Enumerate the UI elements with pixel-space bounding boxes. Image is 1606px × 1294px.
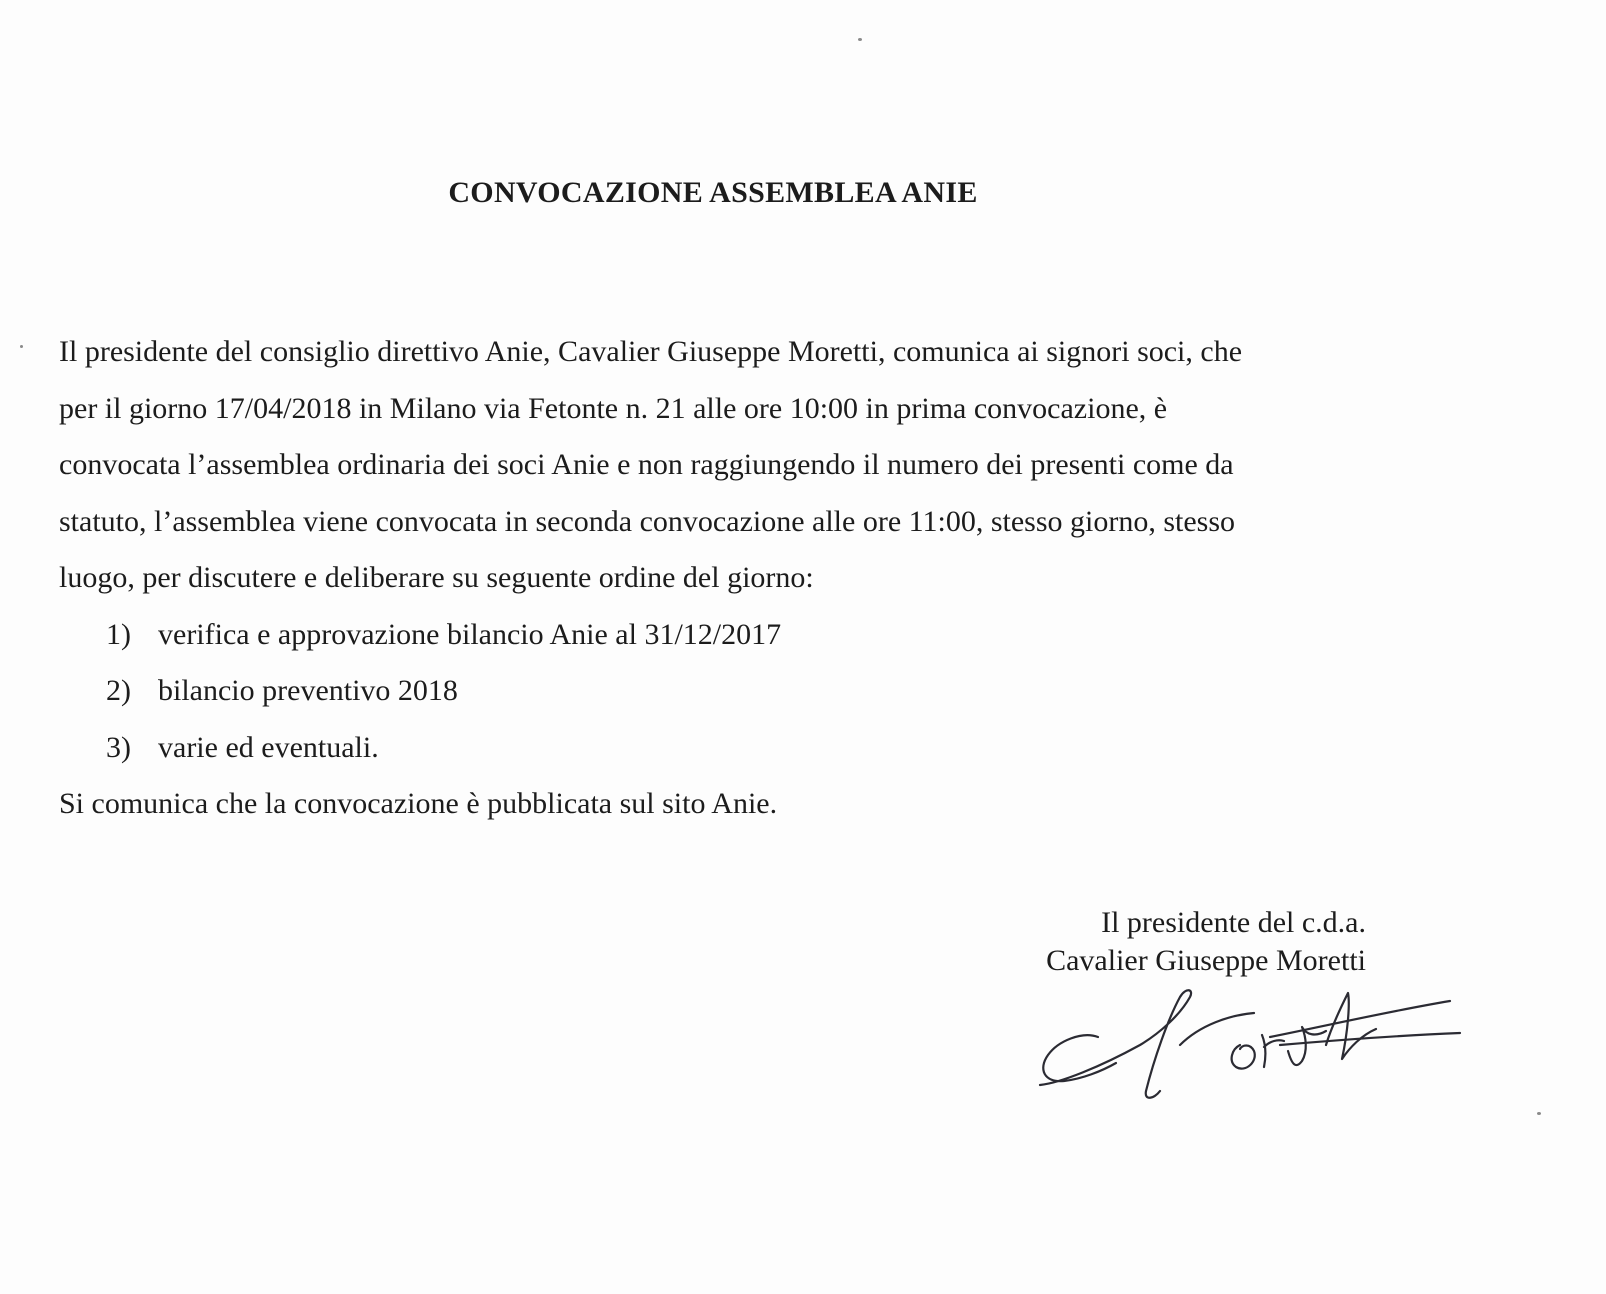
agenda-item — [59, 720, 1359, 777]
agenda-list — [59, 607, 1359, 777]
paragraph-line: per il giorno 17/04/2018 in Milano via Fetonte n. 21 alle ore 10:00 in prima convocazione, è — [59, 391, 1168, 425]
agenda-item-text: varie ed eventuali. — [158, 730, 379, 764]
agenda-item — [59, 607, 1359, 664]
agenda-item-number: 1) — [106, 617, 131, 651]
scan-speck — [20, 345, 23, 348]
signatory-role: Il presidente del c.d.a. — [1101, 906, 1366, 939]
agenda-item-text: verifica e approvazione bilancio Anie al 31/12/2017 — [158, 617, 782, 651]
closing-sentence: Si comunica che la convocazione è pubblicata sul sito Anie. — [59, 787, 778, 820]
scan-speck — [1537, 1112, 1541, 1115]
paragraph-line: Il presidente del consiglio direttivo Anie, Cavalier Giuseppe Moretti, comunica ai signori soci, che — [59, 335, 1243, 368]
agenda-item-text: bilancio preventivo 2018 — [158, 674, 458, 707]
signatory-name: Cavalier Giuseppe Moretti — [1046, 944, 1366, 977]
agenda-item-number: 2) — [106, 674, 131, 707]
paragraph-line: statuto, l’assemblea viene convocata in seconda convocazione alle ore 11:00, stesso giorno, stesso — [59, 504, 1236, 538]
document-body — [59, 324, 1359, 833]
paragraph-line: luogo, per discutere e deliberare su seguente ordine del giorno: — [59, 561, 814, 594]
document-title: CONVOCAZIONE ASSEMBLEA ANIE — [448, 176, 978, 209]
handwritten-signature — [1030, 975, 1470, 1110]
signature-block — [1046, 904, 1366, 980]
agenda-item-number: 3) — [106, 730, 131, 764]
paragraph-line: convocata l’assemblea ordinaria dei soci Anie e non raggiungendo il numero dei presenti come da — [59, 448, 1234, 481]
agenda-item — [59, 663, 1359, 720]
scan-speck — [858, 38, 862, 41]
